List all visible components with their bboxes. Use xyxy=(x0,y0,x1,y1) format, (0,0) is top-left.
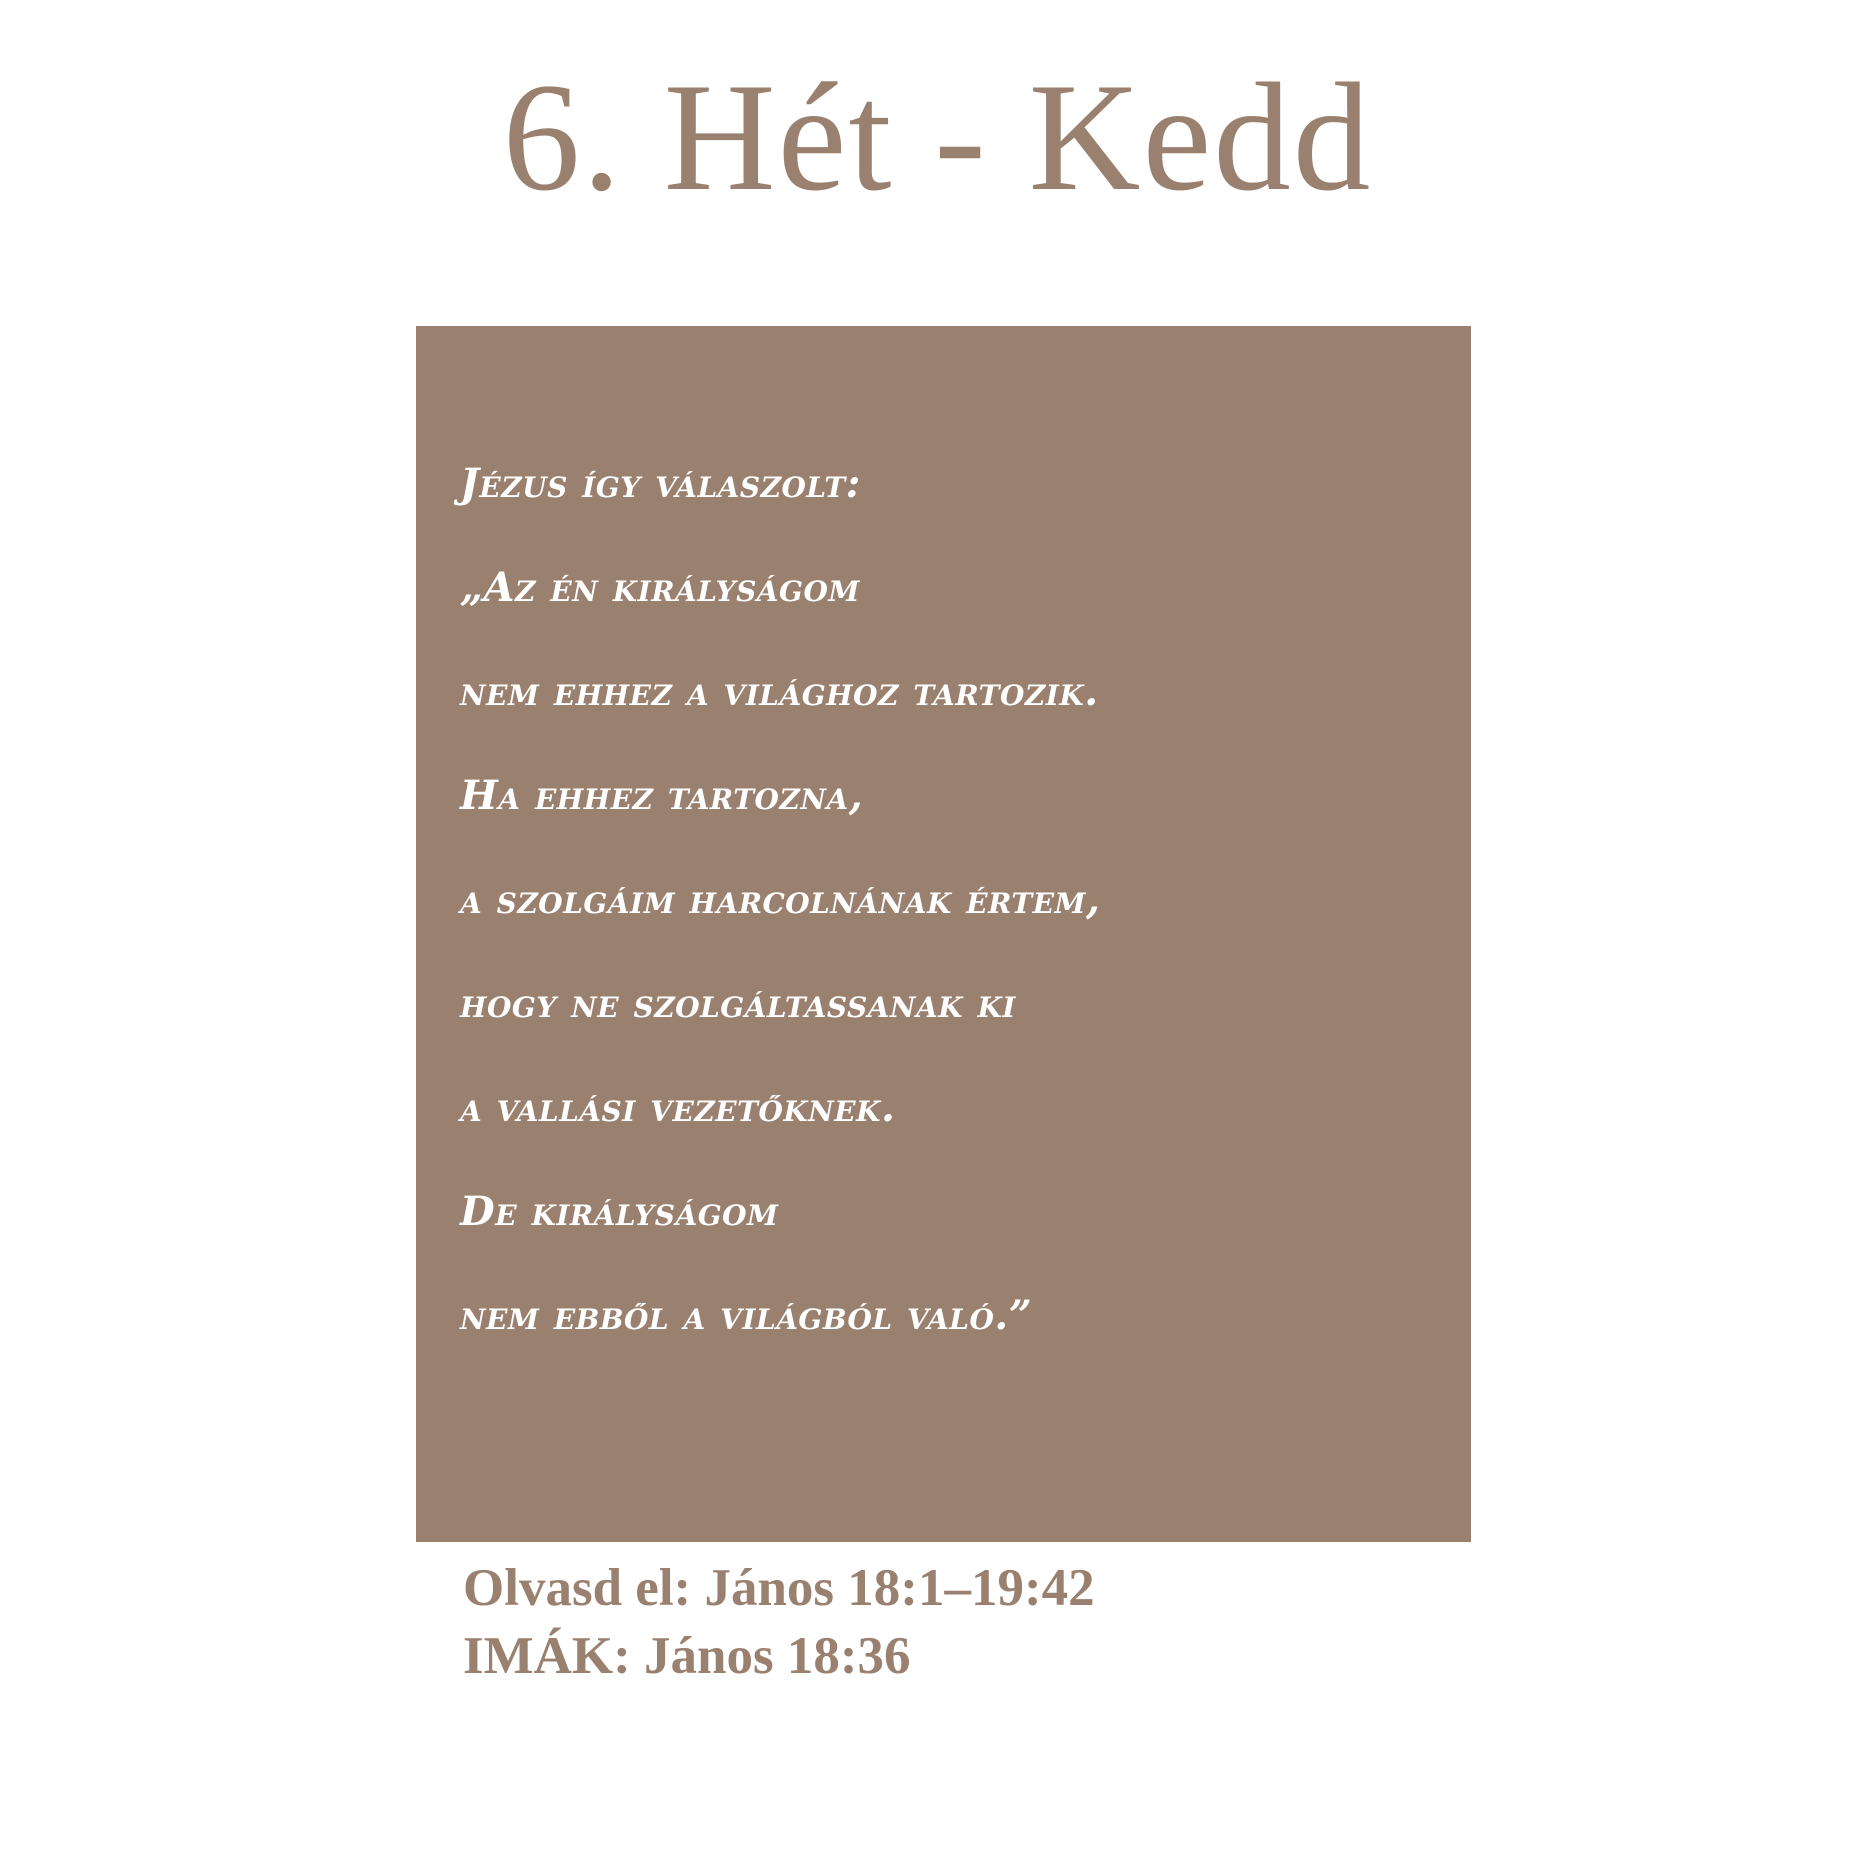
verse-line: Ha ehhez tartozna, xyxy=(460,772,864,819)
verse-line: nem ebből a világból való.” xyxy=(460,1292,1033,1339)
verse-box xyxy=(416,326,1471,1542)
page-title: 6. Hét - Kedd xyxy=(502,51,1373,223)
verse-line: a szolgáim harcolnának értem, xyxy=(460,876,1101,923)
verse-text xyxy=(460,432,1460,1368)
verse-line: „Az én királyságom xyxy=(460,564,860,611)
verse-line: a vallási vezetőknek. xyxy=(460,1084,896,1131)
reading-reference: Olvasd el: János 18:1–19:42 xyxy=(463,1559,1095,1617)
verse-line: nem ehhez a világhoz tartozik. xyxy=(460,668,1099,715)
prayer-reference: IMÁK: János 18:36 xyxy=(463,1627,911,1685)
references xyxy=(463,1554,1463,1690)
verse-line: Jézus így válaszolt: xyxy=(460,460,861,507)
verse-line: De királyságom xyxy=(460,1188,779,1235)
verse-line: hogy ne szolgáltassanak ki xyxy=(460,980,1016,1027)
